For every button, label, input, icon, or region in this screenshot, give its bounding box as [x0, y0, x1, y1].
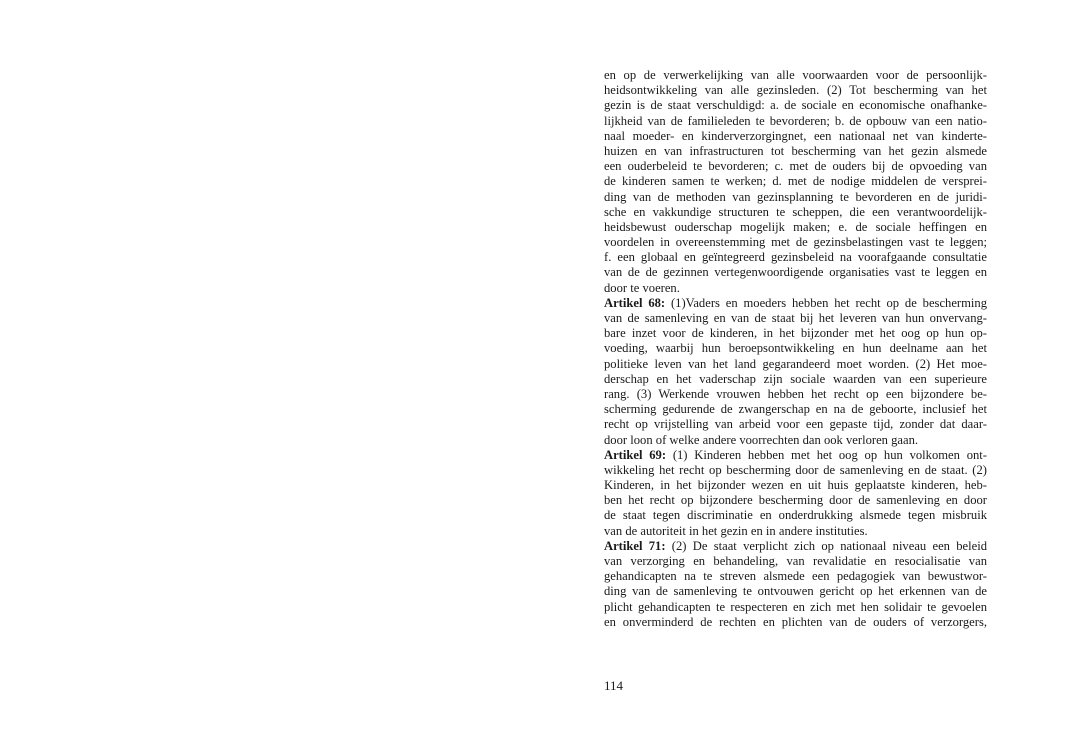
- line-text: lijkheid van de familieleden te bevorderen; b. de opbouw van een natio-: [604, 113, 987, 128]
- article-label: Artikel 69:: [604, 447, 667, 462]
- line-text: sche en vakkundige structuren te scheppen, die een verantwoordelijk-: [604, 204, 987, 219]
- text-line: [604, 357, 987, 372]
- text-line: [604, 402, 987, 417]
- text-line: [604, 417, 987, 432]
- text-line: [604, 311, 987, 326]
- page-number: 114: [604, 678, 624, 693]
- text-line: [604, 159, 987, 174]
- line-text: plicht gehandicapten te respecteren en zich met hen solidair te gevoelen: [604, 599, 987, 614]
- right-page: [534, 0, 1068, 738]
- line-text: door te voeren.: [604, 280, 680, 295]
- line-text: derschap en het vaderschap zijn sociale waarden van een superieure: [604, 371, 987, 386]
- text-line: [604, 569, 987, 584]
- line-text: heidsbewust ouderschap mogelijk maken; e. de sociale heffingen en: [604, 219, 987, 234]
- text-line: [604, 372, 987, 387]
- text-line: [604, 296, 987, 311]
- line-text: heidsontwikkeling van alle gezinsleden. (2) Tot bescherming van het: [604, 83, 987, 98]
- text-line: [604, 478, 987, 493]
- text-line: [604, 235, 987, 250]
- line-text: gehandicapten na te streven alsmede een pedagogiek van bewustwor-: [604, 569, 987, 584]
- line-text: recht op vrijstelling van arbeid voor een gepaste tijd, zonder dat daar-: [604, 417, 987, 432]
- text-line: [604, 265, 987, 280]
- line-text: ding van de methoden van gezinsplanning te bevorderen en de juridi-: [604, 189, 987, 204]
- text-line: [604, 539, 987, 554]
- line-text: ben het recht op bijzondere bescherming door de samenleving en door: [604, 493, 987, 508]
- text-line: [604, 114, 987, 129]
- line-text: (1)Vaders en moeders hebben het recht op de bescherming: [665, 295, 987, 310]
- text-line: [604, 205, 987, 220]
- text-line: [604, 144, 987, 159]
- text-line: [604, 190, 987, 205]
- text-line: [604, 508, 987, 523]
- line-text: van verzorging en behandeling, van revalidatie en resocialisatie van: [604, 554, 987, 568]
- line-text: bare inzet voor de kinderen, in het bijzonder met het oog op hun op-: [604, 326, 987, 341]
- text-line: [604, 129, 987, 144]
- line-text: f. een globaal en geïntegreerd gezinsbeleid na voorafgaande consultatie: [604, 250, 987, 265]
- body-text: [604, 68, 987, 630]
- line-text: politieke leven van het land gegarandeerd moet worden. (2) Het moe-: [604, 356, 987, 371]
- text-line: [604, 83, 987, 98]
- text-line: [604, 448, 987, 463]
- line-text: van de de gezinnen vertegenwoordigende organisaties vast te leggen en: [604, 265, 987, 280]
- text-line: [604, 250, 987, 265]
- line-text: van de samenleving en van de staat bij het leveren van hun onvervang-: [604, 311, 987, 325]
- text-line: [604, 615, 987, 630]
- text-line: [604, 174, 987, 189]
- line-text: voordelen in overeenstemming met de gezinsbelastingen vast te leggen;: [604, 235, 987, 250]
- line-text: van de autoriteit in het gezin en in andere instituties.: [604, 523, 868, 538]
- text-line: [604, 326, 987, 341]
- text-line: [604, 68, 987, 83]
- article-label: Artikel 68:: [604, 295, 666, 310]
- text-line: [604, 433, 987, 448]
- text-line: [604, 600, 987, 615]
- line-text: rang. (3) Werkende vrouwen hebben het recht op een bijzondere be-: [604, 386, 987, 401]
- text-line: [604, 584, 987, 599]
- text-line: [604, 98, 987, 113]
- line-text: de staat tegen discriminatie en onderdrukking alsmede tegen misbruik: [604, 508, 987, 523]
- line-text: een ouderbeleid te bevorderen; c. met de ouders bij de opvoeding van: [604, 159, 987, 174]
- line-text: voeding, waarbij hun beroepsontwikkeling en hun deelname aan het: [604, 341, 987, 356]
- line-text: huizen en van infrastructuren tot bescherming van het gezin alsmede: [604, 143, 987, 158]
- line-text: (1) Kinderen hebben met het oog op hun volkomen ont-: [666, 447, 988, 462]
- article-label: Artikel 71:: [604, 538, 666, 553]
- line-text: naal moeder- en kinderverzorgingnet, een nationaal net van kinderte-: [604, 128, 987, 143]
- text-line: [604, 341, 987, 356]
- text-line: [604, 281, 987, 296]
- line-text: gezin is de staat verschuldigd: a. de sociale en economische onafhanke-: [604, 98, 987, 113]
- line-text: scherming gedurende de zwangerschap en na de geboorte, inclusief het: [604, 402, 987, 417]
- line-text: (2) De staat verplicht zich op nationaal niveau een beleid: [665, 538, 988, 553]
- line-text: wikkeling het recht op bescherming door de samenleving en de staat. (2): [604, 462, 987, 477]
- text-line: [604, 554, 987, 569]
- line-text: door loon of welke andere voorrechten dan ook verloren gaan.: [604, 432, 919, 447]
- text-line: [604, 463, 987, 478]
- text-line: [604, 387, 987, 402]
- text-line: [604, 220, 987, 235]
- line-text: ding van de samenleving te ontvouwen gericht op het erkennen van de: [604, 584, 987, 599]
- text-line: [604, 493, 987, 508]
- line-text: en op de verwerkelijking van alle voorwaarden voor de persoonlijk-: [604, 68, 987, 82]
- line-text: Kinderen, in het bijzonder wezen en uit huis geplaatste kinderen, heb-: [604, 478, 987, 493]
- line-text: de kinderen samen te werken; d. met de nodige middelen de versprei-: [604, 174, 987, 189]
- text-line: [604, 524, 987, 539]
- line-text: en onverminderd de rechten en plichten van de ouders of verzorgers,: [604, 614, 987, 629]
